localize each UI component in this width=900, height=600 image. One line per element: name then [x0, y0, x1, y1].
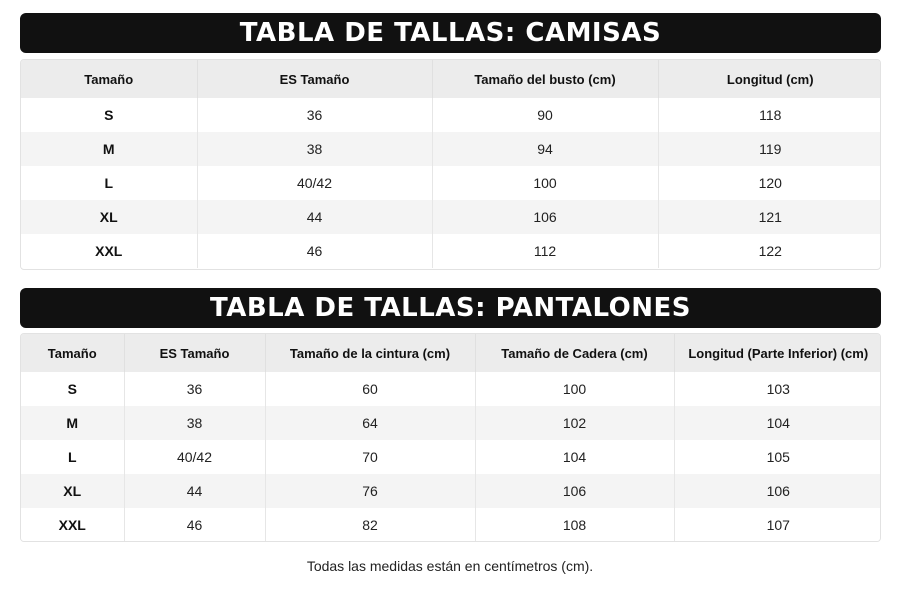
size-cell: L — [21, 166, 197, 200]
size-cell: XL — [21, 200, 197, 234]
table-header-row — [21, 60, 881, 98]
column-header: Longitud (Parte Inferior) (cm) — [674, 334, 881, 372]
table-cell: 44 — [124, 474, 265, 508]
column-header: Tamaño — [21, 60, 197, 98]
table-cell: 104 — [475, 440, 674, 474]
table-cell: 122 — [658, 234, 881, 268]
table-header-row — [21, 334, 881, 372]
table-cell: 90 — [432, 98, 658, 132]
table-row — [21, 372, 881, 406]
table-cell: 107 — [674, 508, 881, 542]
table-cell: 102 — [475, 406, 674, 440]
size-cell: XL — [21, 474, 124, 508]
table-cell: 104 — [674, 406, 881, 440]
table-cell: 106 — [432, 200, 658, 234]
table-cell: 76 — [265, 474, 475, 508]
table-row — [21, 406, 881, 440]
pants-size-chart-title — [20, 288, 881, 328]
size-cell: M — [21, 132, 197, 166]
column-header: Tamaño del busto (cm) — [432, 60, 658, 98]
column-header: ES Tamaño — [197, 60, 432, 98]
table-cell: 60 — [265, 372, 475, 406]
measurement-footnote: Todas las medidas están en centímetros (cm). — [306, 558, 594, 574]
pants-title-text: TABLA DE TALLAS: PANTALONES — [210, 293, 691, 323]
table-cell: 121 — [658, 200, 881, 234]
table-cell: 100 — [432, 166, 658, 200]
size-cell: S — [21, 98, 197, 132]
table-cell: 105 — [674, 440, 881, 474]
table-cell: 100 — [475, 372, 674, 406]
table-cell: 112 — [432, 234, 658, 268]
size-cell: L — [21, 440, 124, 474]
table-cell: 36 — [124, 372, 265, 406]
table-cell: 40/42 — [197, 166, 432, 200]
table-cell: 103 — [674, 372, 881, 406]
pants-size-table — [20, 333, 881, 542]
table-row — [21, 166, 881, 200]
table-row — [21, 132, 881, 166]
table-cell: 119 — [658, 132, 881, 166]
column-header: Longitud (cm) — [658, 60, 881, 98]
table-cell: 46 — [197, 234, 432, 268]
table-cell: 70 — [265, 440, 475, 474]
table-row — [21, 234, 881, 268]
size-cell: XXL — [21, 234, 197, 268]
table-cell: 36 — [197, 98, 432, 132]
table-row — [21, 474, 881, 508]
table-cell: 106 — [475, 474, 674, 508]
shirts-size-table — [20, 59, 881, 270]
column-header: Tamaño — [21, 334, 124, 372]
size-cell: M — [21, 406, 124, 440]
table-cell: 46 — [124, 508, 265, 542]
table-cell: 40/42 — [124, 440, 265, 474]
shirts-title-text: TABLA DE TALLAS: CAMISAS — [239, 18, 662, 48]
table-cell: 82 — [265, 508, 475, 542]
shirts-size-chart-title — [20, 13, 881, 53]
column-header: ES Tamaño — [124, 334, 265, 372]
table-cell: 44 — [197, 200, 432, 234]
size-cell: S — [21, 372, 124, 406]
table-cell: 120 — [658, 166, 881, 200]
column-header: Tamaño de la cintura (cm) — [265, 334, 475, 372]
table-cell: 106 — [674, 474, 881, 508]
size-cell: XXL — [21, 508, 124, 542]
table-row — [21, 200, 881, 234]
table-cell: 108 — [475, 508, 674, 542]
table-row — [21, 508, 881, 542]
table-cell: 38 — [124, 406, 265, 440]
column-header: Tamaño de Cadera (cm) — [475, 334, 674, 372]
table-row — [21, 440, 881, 474]
table-cell: 118 — [658, 98, 881, 132]
table-row — [21, 98, 881, 132]
table-cell: 94 — [432, 132, 658, 166]
table-cell: 64 — [265, 406, 475, 440]
table-cell: 38 — [197, 132, 432, 166]
